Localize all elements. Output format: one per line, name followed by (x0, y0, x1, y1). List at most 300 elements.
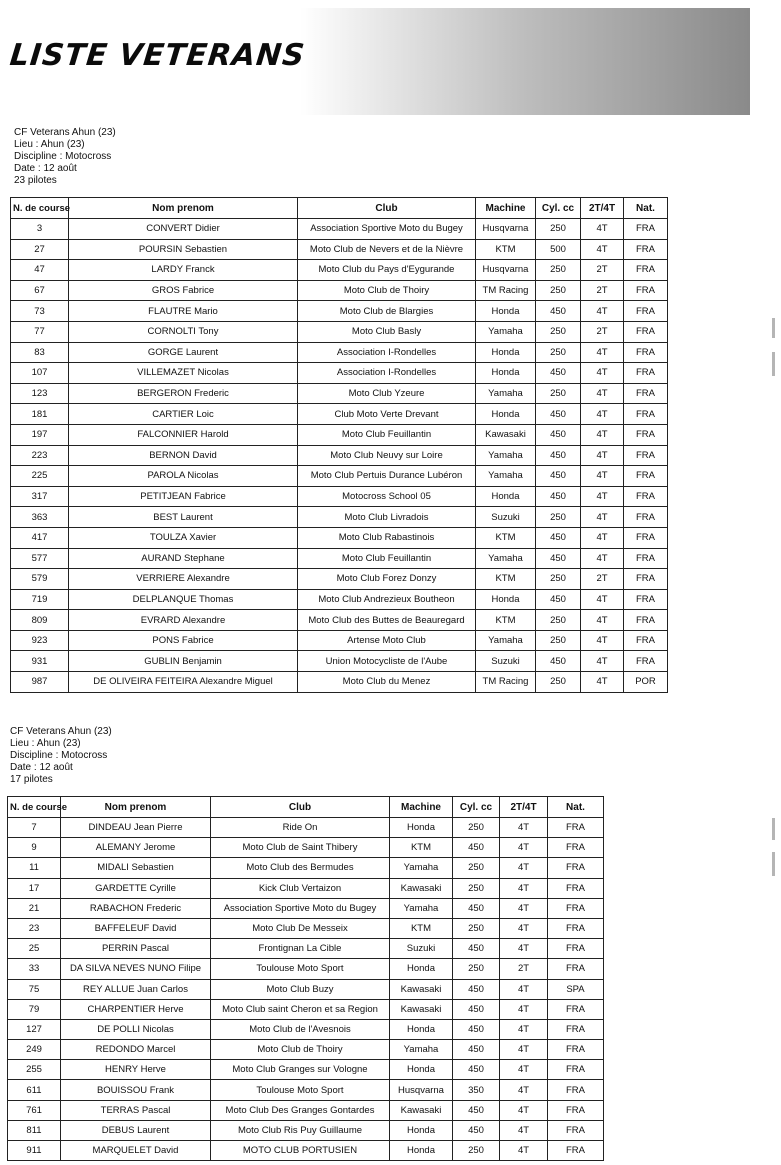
rider-name-cell: AURAND Stephane (69, 548, 298, 569)
nationality-cell: FRA (624, 589, 668, 610)
machine-cell: Husqvarna (390, 1080, 453, 1100)
nationality-cell: FRA (548, 858, 604, 878)
table-row (8, 1141, 604, 1161)
displacement-cell: 450 (536, 404, 581, 425)
nationality-cell: FRA (624, 466, 668, 487)
displacement-cell: 450 (453, 1120, 500, 1140)
race-number-cell: 25 (8, 939, 61, 959)
club-cell: Kick Club Vertaizon (211, 878, 390, 898)
col-header-cyl: Cyl. cc (536, 198, 581, 219)
race-number-cell: 83 (11, 342, 69, 363)
club-cell: Moto Club Ris Puy Guillaume (211, 1120, 390, 1140)
machine-cell: Suzuki (476, 507, 536, 528)
race-number-cell: 611 (8, 1080, 61, 1100)
machine-cell: KTM (390, 918, 453, 938)
table-row (11, 651, 668, 672)
stroke-cell: 4T (581, 301, 624, 322)
stroke-cell: 4T (500, 1120, 548, 1140)
table-row (11, 445, 668, 466)
machine-cell: KTM (476, 239, 536, 260)
table-row (8, 1019, 604, 1039)
nationality-cell: FRA (548, 1060, 604, 1080)
rider-name-cell: REDONDO Marcel (61, 1040, 211, 1060)
table-row (8, 959, 604, 979)
rider-name-cell: CHARPENTIER Herve (61, 999, 211, 1019)
machine-cell: Honda (390, 1019, 453, 1039)
club-cell: Motocross School 05 (298, 486, 476, 507)
stroke-cell: 4T (581, 342, 624, 363)
machine-cell: Yamaha (476, 383, 536, 404)
col-header-machine: Machine (476, 198, 536, 219)
displacement-cell: 250 (536, 507, 581, 528)
machine-cell: Suzuki (476, 651, 536, 672)
club-cell: Moto Club Andrezieux Boutheon (298, 589, 476, 610)
scan-mark (772, 852, 775, 876)
stroke-cell: 2T (581, 260, 624, 281)
stroke-cell: 4T (500, 1141, 548, 1161)
table-row (11, 239, 668, 260)
club-cell: Moto Club de l'Avesnois (211, 1019, 390, 1039)
entries-table-2 (7, 796, 604, 1161)
machine-cell: Honda (476, 589, 536, 610)
rider-name-cell: ALEMANY Jerome (61, 838, 211, 858)
rider-name-cell: GUBLIN Benjamin (69, 651, 298, 672)
scan-mark (772, 318, 775, 338)
displacement-cell: 450 (453, 1019, 500, 1039)
displacement-cell: 450 (453, 939, 500, 959)
table-row (11, 569, 668, 590)
col-header-name: Nom prenom (69, 198, 298, 219)
stroke-cell: 4T (581, 548, 624, 569)
col-header-machine: Machine (390, 797, 453, 818)
stroke-cell: 4T (500, 838, 548, 858)
nationality-cell: FRA (548, 1019, 604, 1039)
displacement-cell: 250 (453, 858, 500, 878)
machine-cell: Husqvarna (476, 260, 536, 281)
displacement-cell: 250 (536, 280, 581, 301)
race-number-cell: 363 (11, 507, 69, 528)
stroke-cell: 4T (581, 466, 624, 487)
stroke-cell: 4T (581, 589, 624, 610)
nationality-cell: FRA (624, 486, 668, 507)
club-cell: Frontignan La Cible (211, 939, 390, 959)
club-cell: Moto Club De Messeix (211, 918, 390, 938)
event-name: CF Veterans Ahun (23) (10, 726, 112, 737)
scan-mark (772, 352, 775, 376)
race-number-cell: 27 (11, 239, 69, 260)
displacement-cell: 250 (453, 959, 500, 979)
table-row (8, 999, 604, 1019)
table-row (11, 527, 668, 548)
stroke-cell: 2T (500, 959, 548, 979)
table-row (11, 610, 668, 631)
machine-cell: Honda (476, 342, 536, 363)
displacement-cell: 250 (536, 260, 581, 281)
rider-name-cell: PETITJEAN Fabrice (69, 486, 298, 507)
stroke-cell: 4T (500, 999, 548, 1019)
nationality-cell: FRA (548, 898, 604, 918)
machine-cell: TM Racing (476, 280, 536, 301)
nationality-cell: FRA (624, 363, 668, 384)
race-number-cell: 33 (8, 959, 61, 979)
stroke-cell: 4T (581, 424, 624, 445)
nationality-cell: FRA (624, 569, 668, 590)
stroke-cell: 4T (500, 878, 548, 898)
table-row (11, 404, 668, 425)
club-cell: Moto Club Neuvy sur Loire (298, 445, 476, 466)
club-cell: Moto Club de Blargies (298, 301, 476, 322)
rider-name-cell: CORNOLTI Tony (69, 321, 298, 342)
nationality-cell: FRA (624, 280, 668, 301)
displacement-cell: 450 (453, 999, 500, 1019)
machine-cell: Yamaha (476, 466, 536, 487)
displacement-cell: 450 (536, 301, 581, 322)
event-location: Lieu : Ahun (23) (10, 738, 81, 749)
nationality-cell: FRA (624, 342, 668, 363)
nationality-cell: FRA (548, 1141, 604, 1161)
club-cell: Moto Club du Menez (298, 672, 476, 693)
stroke-cell: 4T (500, 918, 548, 938)
event-info-1 (14, 127, 116, 187)
machine-cell: Kawasaki (390, 979, 453, 999)
race-number-cell: 47 (11, 260, 69, 281)
club-cell: Moto Club de Saint Thibery (211, 838, 390, 858)
table-row (8, 1100, 604, 1120)
table-row (11, 301, 668, 322)
machine-cell: KTM (476, 610, 536, 631)
club-cell: Association Sportive Moto du Bugey (298, 219, 476, 240)
race-number-cell: 75 (8, 979, 61, 999)
nationality-cell: FRA (624, 507, 668, 528)
displacement-cell: 500 (536, 239, 581, 260)
rider-name-cell: DE OLIVEIRA FEITEIRA Alexandre Miguel (69, 672, 298, 693)
rider-name-cell: GARDETTE Cyrille (61, 878, 211, 898)
nationality-cell: FRA (548, 999, 604, 1019)
club-cell: Moto Club Basly (298, 321, 476, 342)
page-title: LISTE VETERANS (8, 38, 307, 73)
rider-name-cell: TERRAS Pascal (61, 1100, 211, 1120)
displacement-cell: 250 (536, 383, 581, 404)
machine-cell: Yamaha (390, 1040, 453, 1060)
race-number-cell: 249 (8, 1040, 61, 1060)
machine-cell: TM Racing (476, 672, 536, 693)
nationality-cell: FRA (624, 424, 668, 445)
race-number-cell: 761 (8, 1100, 61, 1120)
stroke-cell: 4T (581, 672, 624, 693)
stroke-cell: 4T (581, 651, 624, 672)
club-cell: Moto Club Pertuis Durance Lubéron (298, 466, 476, 487)
race-number-cell: 931 (11, 651, 69, 672)
machine-cell: KTM (390, 838, 453, 858)
club-cell: Moto Club Rabastinois (298, 527, 476, 548)
club-cell: Moto Club Des Granges Gontardes (211, 1100, 390, 1120)
rider-count: 17 pilotes (10, 774, 53, 785)
club-cell: Ride On (211, 818, 390, 838)
displacement-cell: 450 (536, 651, 581, 672)
club-cell: Association Sportive Moto du Bugey (211, 898, 390, 918)
displacement-cell: 350 (453, 1080, 500, 1100)
race-number-cell: 223 (11, 445, 69, 466)
rider-name-cell: GORGE Laurent (69, 342, 298, 363)
displacement-cell: 250 (536, 321, 581, 342)
club-cell: Club Moto Verte Drevant (298, 404, 476, 425)
nationality-cell: FRA (624, 404, 668, 425)
table-row (8, 818, 604, 838)
displacement-cell: 450 (453, 898, 500, 918)
stroke-cell: 4T (500, 1060, 548, 1080)
rider-name-cell: HENRY Herve (61, 1060, 211, 1080)
race-number-cell: 317 (11, 486, 69, 507)
rider-name-cell: POURSIN Sebastien (69, 239, 298, 260)
event-date: Date : 12 août (14, 163, 77, 174)
machine-cell: Honda (390, 818, 453, 838)
rider-name-cell: EVRARD Alexandre (69, 610, 298, 631)
rider-name-cell: BERNON David (69, 445, 298, 466)
machine-cell: Husqvarna (476, 219, 536, 240)
rider-name-cell: FALCONNIER Harold (69, 424, 298, 445)
club-cell: Toulouse Moto Sport (211, 959, 390, 979)
stroke-cell: 4T (581, 630, 624, 651)
machine-cell: Honda (476, 404, 536, 425)
stroke-cell: 4T (500, 1019, 548, 1039)
nationality-cell: SPA (548, 979, 604, 999)
rider-name-cell: TOULZA Xavier (69, 527, 298, 548)
displacement-cell: 450 (536, 527, 581, 548)
stroke-cell: 4T (581, 219, 624, 240)
club-cell: Moto Club des Buttes de Beauregard (298, 610, 476, 631)
machine-cell: Kawasaki (390, 1100, 453, 1120)
race-number-cell: 107 (11, 363, 69, 384)
race-number-cell: 73 (11, 301, 69, 322)
table-row (8, 1120, 604, 1140)
table-row (11, 589, 668, 610)
club-cell: Moto Club Buzy (211, 979, 390, 999)
club-cell: Moto Club Forez Donzy (298, 569, 476, 590)
table-row (8, 838, 604, 858)
rider-name-cell: DA SILVA NEVES NUNO Filipe (61, 959, 211, 979)
race-number-cell: 17 (8, 878, 61, 898)
rider-count: 23 pilotes (14, 175, 57, 186)
stroke-cell: 4T (500, 858, 548, 878)
nationality-cell: FRA (624, 321, 668, 342)
displacement-cell: 250 (453, 1141, 500, 1161)
rider-name-cell: DINDEAU Jean Pierre (61, 818, 211, 838)
race-number-cell: 987 (11, 672, 69, 693)
machine-cell: Honda (390, 959, 453, 979)
stroke-cell: 4T (500, 939, 548, 959)
rider-name-cell: FLAUTRE Mario (69, 301, 298, 322)
table-row (8, 918, 604, 938)
race-number-cell: 923 (11, 630, 69, 651)
nationality-cell: FRA (624, 239, 668, 260)
machine-cell: Honda (476, 363, 536, 384)
nationality-cell: FRA (548, 878, 604, 898)
race-number-cell: 911 (8, 1141, 61, 1161)
table-row (11, 280, 668, 301)
race-number-cell: 127 (8, 1019, 61, 1039)
rider-name-cell: PONS Fabrice (69, 630, 298, 651)
nationality-cell: FRA (548, 1100, 604, 1120)
table-row (11, 424, 668, 445)
displacement-cell: 450 (536, 486, 581, 507)
race-number-cell: 255 (8, 1060, 61, 1080)
race-number-cell: 577 (11, 548, 69, 569)
displacement-cell: 450 (536, 445, 581, 466)
rider-name-cell: DELPLANQUE Thomas (69, 589, 298, 610)
club-cell: Moto Club de Nevers et de la Nièvre (298, 239, 476, 260)
event-date: Date : 12 août (10, 762, 73, 773)
displacement-cell: 450 (536, 589, 581, 610)
displacement-cell: 450 (453, 1060, 500, 1080)
table-row (11, 342, 668, 363)
rider-name-cell: BEST Laurent (69, 507, 298, 528)
displacement-cell: 450 (453, 838, 500, 858)
table-row (8, 858, 604, 878)
nationality-cell: FRA (624, 527, 668, 548)
race-number-cell: 181 (11, 404, 69, 425)
stroke-cell: 4T (500, 979, 548, 999)
club-cell: Moto Club du Pays d'Eygurande (298, 260, 476, 281)
nationality-cell: FRA (624, 445, 668, 466)
stroke-cell: 4T (581, 404, 624, 425)
rider-name-cell: VERRIERE Alexandre (69, 569, 298, 590)
club-cell: Association I-Rondelles (298, 363, 476, 384)
event-info-2 (10, 726, 112, 786)
race-number-cell: 67 (11, 280, 69, 301)
rider-name-cell: MIDALI Sebastien (61, 858, 211, 878)
table-row (11, 260, 668, 281)
club-cell: Moto Club Livradois (298, 507, 476, 528)
machine-cell: Yamaha (476, 548, 536, 569)
table-row (11, 363, 668, 384)
nationality-cell: FRA (548, 1080, 604, 1100)
rider-name-cell: RABACHON Frederic (61, 898, 211, 918)
nationality-cell: FRA (624, 610, 668, 631)
col-header-number: N. de course (8, 797, 61, 818)
machine-cell: Kawasaki (390, 878, 453, 898)
nationality-cell: FRA (548, 1040, 604, 1060)
race-number-cell: 123 (11, 383, 69, 404)
stroke-cell: 4T (581, 507, 624, 528)
club-cell: Association I-Rondelles (298, 342, 476, 363)
displacement-cell: 250 (536, 610, 581, 631)
rider-name-cell: BERGERON Frederic (69, 383, 298, 404)
table-row (11, 507, 668, 528)
table-row (8, 939, 604, 959)
machine-cell: Suzuki (390, 939, 453, 959)
nationality-cell: FRA (548, 939, 604, 959)
displacement-cell: 450 (453, 1100, 500, 1120)
rider-name-cell: GROS Fabrice (69, 280, 298, 301)
rider-name-cell: PERRIN Pascal (61, 939, 211, 959)
stroke-cell: 4T (581, 445, 624, 466)
rider-name-cell: BOUISSOU Frank (61, 1080, 211, 1100)
displacement-cell: 450 (536, 363, 581, 384)
stroke-cell: 2T (581, 321, 624, 342)
race-number-cell: 11 (8, 858, 61, 878)
club-cell: Moto Club de Thoiry (298, 280, 476, 301)
displacement-cell: 450 (453, 1040, 500, 1060)
club-cell: Union Motocycliste de l'Aube (298, 651, 476, 672)
displacement-cell: 450 (536, 424, 581, 445)
race-number-cell: 23 (8, 918, 61, 938)
club-cell: Toulouse Moto Sport (211, 1080, 390, 1100)
col-header-club: Club (211, 797, 390, 818)
table-row (11, 486, 668, 507)
club-cell: Moto Club Feuillantin (298, 548, 476, 569)
rider-name-cell: CARTIER Loic (69, 404, 298, 425)
col-header-nat: Nat. (548, 797, 604, 818)
race-number-cell: 7 (8, 818, 61, 838)
stroke-cell: 4T (581, 383, 624, 404)
machine-cell: Honda (476, 486, 536, 507)
rider-name-cell: LARDY Franck (69, 260, 298, 281)
race-number-cell: 719 (11, 589, 69, 610)
displacement-cell: 450 (536, 466, 581, 487)
club-cell: Moto Club saint Cheron et sa Region (211, 999, 390, 1019)
machine-cell: Yamaha (476, 630, 536, 651)
rider-name-cell: VILLEMAZET Nicolas (69, 363, 298, 384)
machine-cell: KTM (476, 527, 536, 548)
displacement-cell: 250 (536, 219, 581, 240)
table-row (8, 1060, 604, 1080)
col-header-number: N. de course (11, 198, 69, 219)
nationality-cell: FRA (624, 630, 668, 651)
table-row (8, 979, 604, 999)
nationality-cell: FRA (548, 818, 604, 838)
machine-cell: Yamaha (390, 858, 453, 878)
nationality-cell: FRA (624, 383, 668, 404)
stroke-cell: 4T (581, 610, 624, 631)
table-row (8, 1040, 604, 1060)
table-row (11, 383, 668, 404)
rider-name-cell: DEBUS Laurent (61, 1120, 211, 1140)
scan-mark (772, 818, 775, 840)
displacement-cell: 450 (536, 548, 581, 569)
displacement-cell: 250 (536, 672, 581, 693)
stroke-cell: 4T (581, 239, 624, 260)
machine-cell: Yamaha (390, 898, 453, 918)
displacement-cell: 250 (453, 918, 500, 938)
machine-cell: KTM (476, 569, 536, 590)
col-header-cyl: Cyl. cc (453, 797, 500, 818)
rider-name-cell: DE POLLI Nicolas (61, 1019, 211, 1039)
club-cell: Moto Club Feuillantin (298, 424, 476, 445)
rider-name-cell: REY ALLUE Juan Carlos (61, 979, 211, 999)
race-number-cell: 21 (8, 898, 61, 918)
stroke-cell: 2T (581, 569, 624, 590)
stroke-cell: 4T (581, 363, 624, 384)
race-number-cell: 79 (8, 999, 61, 1019)
table-row (11, 466, 668, 487)
stroke-cell: 4T (581, 486, 624, 507)
nationality-cell: FRA (624, 651, 668, 672)
nationality-cell: POR (624, 672, 668, 693)
table-row (11, 219, 668, 240)
displacement-cell: 250 (536, 342, 581, 363)
race-number-cell: 579 (11, 569, 69, 590)
displacement-cell: 250 (453, 878, 500, 898)
stroke-cell: 4T (500, 1080, 548, 1100)
table-row (11, 321, 668, 342)
race-number-cell: 811 (8, 1120, 61, 1140)
stroke-cell: 4T (500, 1100, 548, 1120)
stroke-cell: 4T (500, 1040, 548, 1060)
nationality-cell: FRA (548, 918, 604, 938)
club-cell: Moto Club des Bermudes (211, 858, 390, 878)
club-cell: Moto Club de Thoiry (211, 1040, 390, 1060)
machine-cell: Yamaha (476, 321, 536, 342)
